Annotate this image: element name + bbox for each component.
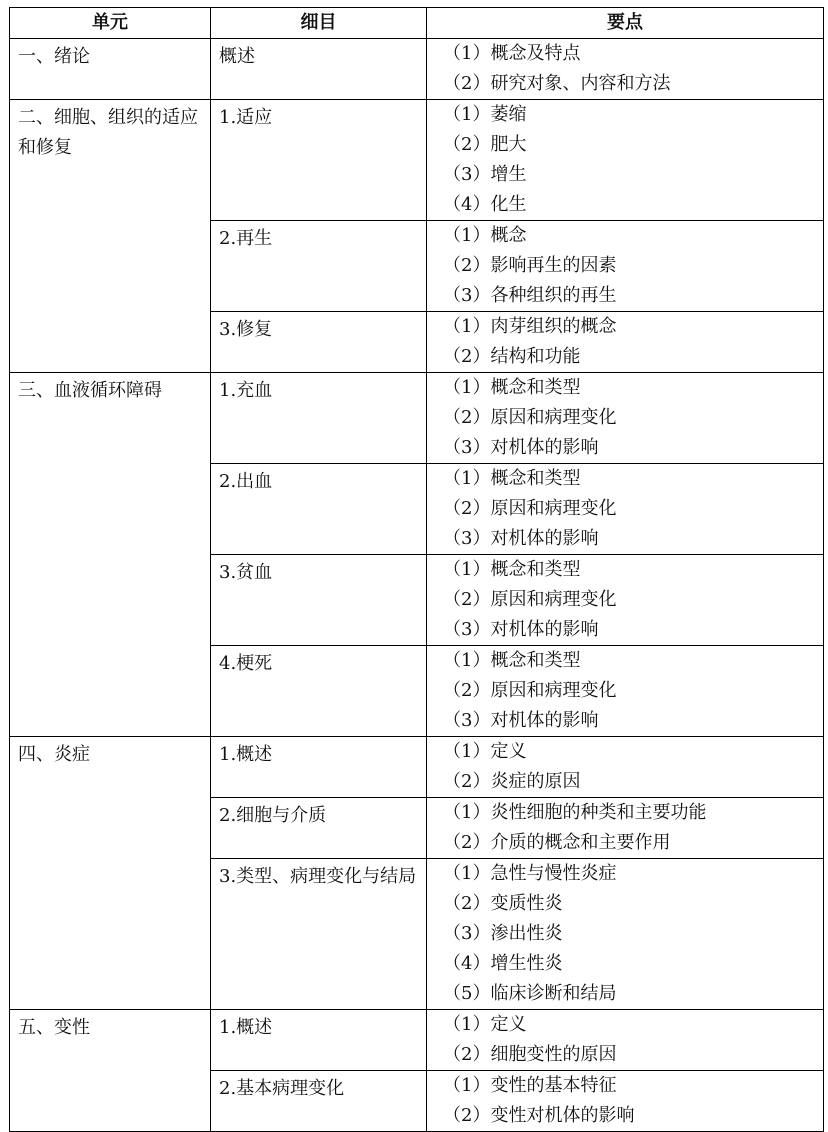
header-points: 要点 <box>427 8 824 39</box>
point-item: （1）定义 <box>443 741 527 762</box>
point-item: （1）炎性细胞的种类和主要功能 <box>443 802 707 823</box>
item-name: 1.充血 <box>219 380 273 401</box>
item-cell <box>211 646 427 737</box>
item-name: 3.类型、病理变化与结局 <box>219 866 417 887</box>
point-item: （1）变性的基本特征 <box>443 1075 617 1096</box>
points-cell <box>427 373 824 464</box>
item-name: 2.再生 <box>219 228 273 249</box>
point-item: （1）定义 <box>443 1014 527 1035</box>
unit-name: 二、细胞、组织的适应和修复 <box>18 107 198 158</box>
syllabus-table <box>9 7 824 1132</box>
item-cell <box>211 39 427 100</box>
point-item: （4）化生 <box>443 194 527 215</box>
point-item: （2）原因和病理变化 <box>443 589 617 610</box>
point-item: （3）对机体的影响 <box>443 437 599 458</box>
item-name: 1.概述 <box>219 1017 273 1038</box>
item-name: 2.细胞与介质 <box>219 805 327 826</box>
unit-cell <box>10 100 211 373</box>
item-cell <box>211 373 427 464</box>
item-cell <box>211 737 427 798</box>
table-row <box>10 1010 824 1071</box>
header-item: 细目 <box>211 8 427 39</box>
points-cell <box>427 464 824 555</box>
table-row <box>10 373 824 464</box>
point-item: （3）对机体的影响 <box>443 619 599 640</box>
point-item: （1）概念和类型 <box>443 650 581 671</box>
item-name: 1.概述 <box>219 744 273 765</box>
points-cell <box>427 555 824 646</box>
point-item: （2）细胞变性的原因 <box>443 1044 617 1065</box>
point-item: （2）原因和病理变化 <box>443 407 617 428</box>
points-cell <box>427 798 824 859</box>
point-item: （4）增生性炎 <box>443 953 563 974</box>
point-item: （2）影响再生的因素 <box>443 255 617 276</box>
unit-cell <box>10 1010 211 1132</box>
points-cell <box>427 1071 824 1132</box>
table-row <box>10 100 824 221</box>
point-item: （2）结构和功能 <box>443 346 581 367</box>
item-cell <box>211 1010 427 1071</box>
point-item: （3）对机体的影响 <box>443 710 599 731</box>
point-item: （1）萎缩 <box>443 104 527 125</box>
point-item: （1）概念和类型 <box>443 377 581 398</box>
points-cell <box>427 737 824 798</box>
unit-name: 一、绪论 <box>18 46 90 67</box>
point-item: （2）肥大 <box>443 134 527 155</box>
point-item: （2）介质的概念和主要作用 <box>443 832 671 853</box>
point-item: （3）各种组织的再生 <box>443 285 617 306</box>
item-cell <box>211 798 427 859</box>
points-cell <box>427 859 824 1010</box>
point-item: （1）肉芽组织的概念 <box>443 316 617 337</box>
point-item: （3）渗出性炎 <box>443 923 563 944</box>
item-cell <box>211 221 427 312</box>
points-cell <box>427 312 824 373</box>
table-body <box>10 39 824 1132</box>
point-item: （2）炎症的原因 <box>443 771 581 792</box>
unit-name: 三、血液循环障碍 <box>18 380 162 401</box>
table-row <box>10 39 824 100</box>
unit-name: 四、炎症 <box>18 744 90 765</box>
point-item: （2）变质性炎 <box>443 893 563 914</box>
item-cell <box>211 464 427 555</box>
item-cell <box>211 312 427 373</box>
header-unit: 单元 <box>10 8 211 39</box>
points-cell <box>427 221 824 312</box>
point-item: （1）概念和类型 <box>443 468 581 489</box>
unit-cell <box>10 39 211 100</box>
points-cell <box>427 100 824 221</box>
item-name: 4.梗死 <box>219 653 273 674</box>
point-item: （1）概念 <box>443 225 527 246</box>
item-cell <box>211 859 427 1010</box>
points-cell <box>427 1010 824 1071</box>
point-item: （2）研究对象、内容和方法 <box>443 73 671 94</box>
unit-cell <box>10 737 211 1010</box>
item-name: 概述 <box>219 46 255 67</box>
point-item: （2）原因和病理变化 <box>443 498 617 519</box>
item-name: 1.适应 <box>219 107 273 128</box>
point-item: （3）对机体的影响 <box>443 528 599 549</box>
item-name: 3.贫血 <box>219 562 273 583</box>
item-cell <box>211 1071 427 1132</box>
item-cell <box>211 100 427 221</box>
item-name: 2.出血 <box>219 471 273 492</box>
point-item: （1）概念及特点 <box>443 43 581 64</box>
item-name: 2.基本病理变化 <box>219 1078 345 1099</box>
point-item: （5）临床诊断和结局 <box>443 983 617 1004</box>
unit-name: 五、变性 <box>18 1017 90 1038</box>
points-cell <box>427 39 824 100</box>
header-row <box>10 8 824 39</box>
unit-cell <box>10 373 211 737</box>
point-item: （2）原因和病理变化 <box>443 680 617 701</box>
point-item: （1）概念和类型 <box>443 559 581 580</box>
point-item: （3）增生 <box>443 164 527 185</box>
point-item: （2）变性对机体的影响 <box>443 1105 635 1126</box>
points-cell <box>427 646 824 737</box>
table-row <box>10 737 824 798</box>
item-cell <box>211 555 427 646</box>
item-name: 3.修复 <box>219 319 273 340</box>
point-item: （1）急性与慢性炎症 <box>443 863 617 884</box>
